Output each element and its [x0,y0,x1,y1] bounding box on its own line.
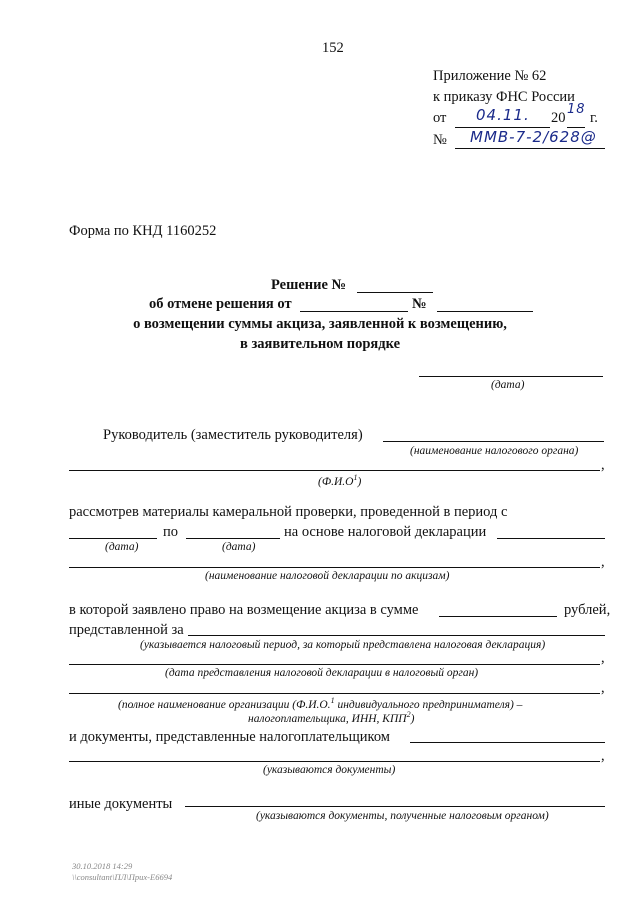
title-line-4: в заявительном порядке [239,336,401,352]
tax-authority-caption: (наименование налогового органа) [410,445,579,457]
documents-comma: , [601,748,605,764]
declaration-comma: , [601,554,605,570]
based-on-label: на основе налоговой декларации [284,524,487,540]
title-decision-label: Решение № [271,277,347,293]
fio-line [69,470,600,471]
other-documents-line [185,806,605,807]
appendix-number-handwritten: ММВ-7-2/628@ [470,128,597,146]
period-end-line [186,538,280,539]
presented-for-label: представленной за [69,622,184,638]
date-caption: (дата) [491,379,525,391]
declaration-line-2 [69,567,600,568]
organization-line [69,693,600,694]
organization-comma: , [601,680,605,696]
appendix-date-handwritten: 04.11. [476,106,530,124]
page-number: 152 [322,40,344,56]
footer-stamp-1: 30.10.2018 14:29 [72,861,133,871]
submit-date-caption: (дата представления налоговой декларации в налоговый орган) [165,667,479,679]
period-line [188,635,605,636]
appendix-line-2: к приказу ФНС России [433,89,575,105]
organization-caption-1: (полное наименование организации (Ф.И.О.$^1$ индивидуального предпринимателя) – [118,696,523,711]
claimed-text: в которой заявлено право на возмещение акциза в сумме [69,602,419,618]
appendix-year-prefix: 20 [551,110,566,126]
period-start-caption: (дата) [105,541,139,553]
amount-line [439,616,557,617]
documents-line-1 [410,742,605,743]
appendix-number-underline [455,148,605,149]
title-cancel-label: об отмене решения от [149,296,292,312]
appendix-year-handwritten: 18 [567,102,586,117]
documents-label: и документы, представленные налогоплательщиком [69,729,390,745]
date-field-line [419,376,603,377]
submit-date-comma: , [601,650,605,666]
declaration-name-caption: (наименование налоговой декларации по акцизам) [205,570,450,582]
documents-line-2 [69,761,600,762]
period-start-line [69,538,157,539]
appendix-number-label: № [433,132,447,148]
rubles-label: рублей, [564,602,611,618]
title-line-3: о возмещении суммы акциза, заявленной к возмещению, [133,316,507,332]
period-end-caption: (дата) [222,541,256,553]
submit-date-line [69,664,600,665]
head-label: Руководитель (заместитель руководителя) [103,427,363,443]
title-cancel-date-line [300,311,408,312]
footer-stamp-2: \\consultant\ПЛ\Приx-E6694 [72,872,173,882]
po-label: по [163,524,179,540]
reviewed-text: рассмотрев материалы камеральной проверки, проведенной в период с [69,504,508,520]
title-cancel-number-label: № [412,296,427,312]
appendix-ot-label: от [433,110,447,126]
tax-authority-line [383,441,604,442]
documents-caption: (указываются документы) [263,764,396,776]
organization-caption-2: налогоплательщика, ИНН, КПП$^2$) [248,710,415,725]
other-documents-caption: (указываются документы, полученные налоговым органом) [256,810,549,822]
fio-comma: , [601,457,605,473]
declaration-line-1 [497,538,605,539]
period-caption: (указывается налоговый период, за который представлена налоговая декларация) [140,639,546,651]
appendix-year-suffix: г. [590,110,598,126]
appendix-line-1: Приложение № 62 [433,68,547,84]
form-code: Форма по КНД 1160252 [69,223,217,239]
title-cancel-number-line [437,311,533,312]
fio-caption: $(Ф.И.О^1)$ [318,473,362,488]
other-documents-label: иные документы [69,796,173,812]
title-decision-number-line [357,292,433,293]
